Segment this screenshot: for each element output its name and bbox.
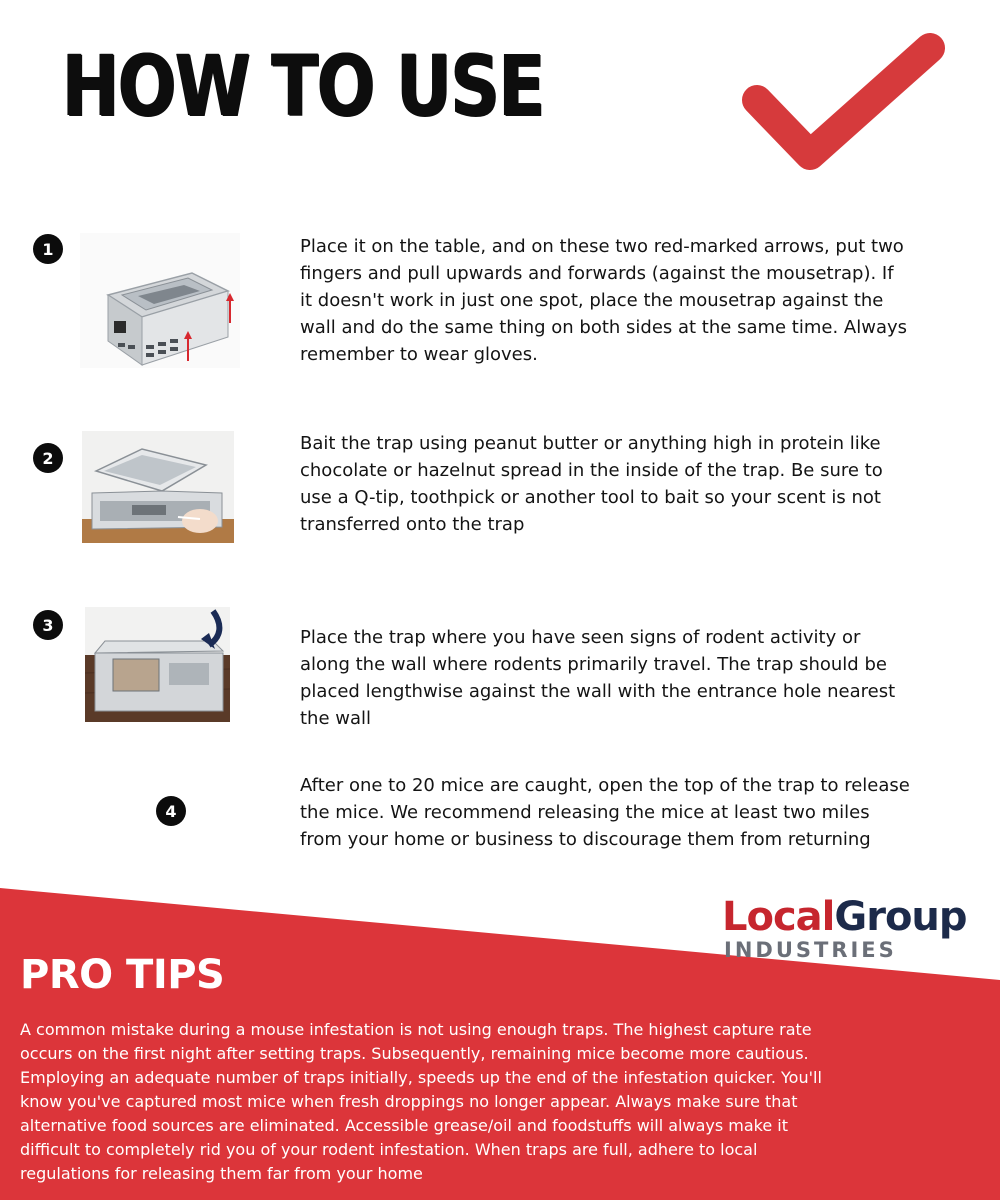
- logo-industries-text: INDUSTRIES: [724, 938, 897, 962]
- mousetrap-with-arrows-photo: [80, 233, 240, 368]
- logo-group-text: Group: [834, 894, 967, 940]
- logo-local-text: Local: [722, 894, 835, 940]
- trap-against-wall-photo: [85, 607, 230, 722]
- step-4-number: 4: [156, 796, 186, 826]
- page-title: HOW TO USE: [62, 37, 544, 135]
- step-3-number: 3: [33, 610, 63, 640]
- step-2-number: 2: [33, 443, 63, 473]
- localgroup-logo: [722, 893, 982, 963]
- step-1-number: 1: [33, 234, 63, 264]
- checkmark-icon: [735, 20, 950, 180]
- step-4-text: After one to 20 mice are caught, open the top of the trap to release the mice. We recommend releasing the mice at least two miles from your home or business to discourage them from returning: [300, 775, 910, 850]
- baiting-trap-photo: [82, 431, 234, 543]
- step-3-text: Place the trap where you have seen signs of rodent activity or along the wall where rodents primarily travel. The trap should be placed lengthwise against the wall with the entrance hole nearest the wall: [300, 627, 896, 729]
- pro-tips-title: PRO TIPS: [20, 952, 225, 998]
- step-2-text: Bait the trap using peanut butter or anything high in protein like chocolate or hazelnut spread in the inside of the trap. Be sure to use a Q-tip, toothpick or another tool to bait so your scent is not transferred onto the trap: [300, 433, 883, 535]
- step-1-text: Place it on the table, and on these two red-marked arrows, put two fingers and pull upwards and forwards (against the mousetrap). If it doesn't work in just one spot, place the mousetrap against the wall and do the same thing on both sides at the same time. Always remember to wear gloves.: [300, 236, 908, 365]
- pro-tips-text: A common mistake during a mouse infestation is not using enough traps. The highest capture rate occurs on the first night after setting traps. Subsequently, remaining mice become more cautious. Employing an adequate number of traps initially, speeds up the end of the infestation quicker. You'll know you've captured most mice when fresh droppings no longer appear. Always make sure that alternative food sources are eliminated. Accessible grease/oil and foodstuffs will always make it difficult to completely rid you of your rodent infestation. When traps are full, adhere to local regulations for releasing them far from your home: [20, 1020, 822, 1183]
